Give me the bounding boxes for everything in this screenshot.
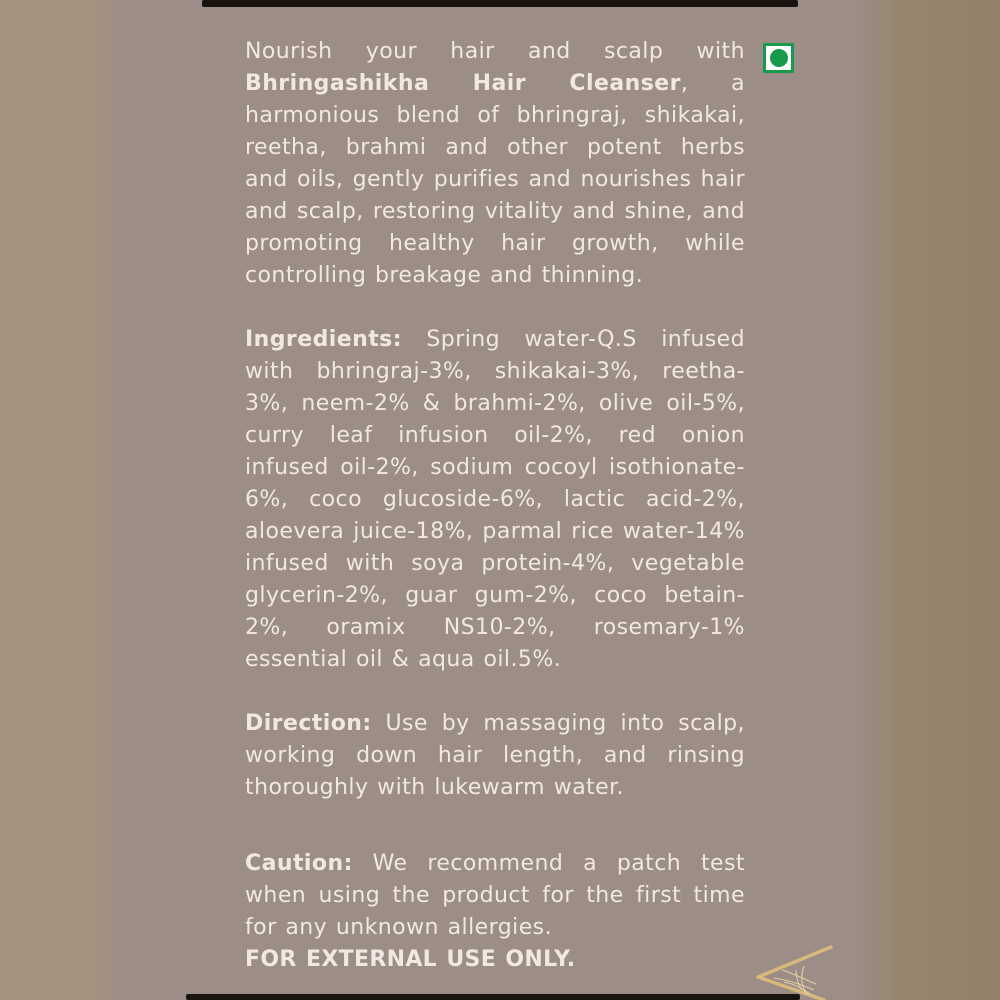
vegetarian-dot <box>770 49 788 67</box>
label-bottom-edge <box>186 994 800 1000</box>
intro-text-before: Nourish your hair and scalp with <box>245 39 745 64</box>
gold-leaf-emblem-icon <box>744 944 836 1000</box>
caution-text: We recommend a patch test when using the product for the first time for any unknown allergies. <box>245 851 745 940</box>
label-text <box>245 36 745 976</box>
ingredients-label: Ingredients: <box>245 327 402 352</box>
caution-label: Caution: <box>245 851 353 876</box>
external-use-warning: FOR EXTERNAL USE ONLY. <box>245 947 576 972</box>
product-name: Bhringashikha Hair Cleanser <box>245 71 681 96</box>
caution-paragraph <box>245 848 745 944</box>
vegetarian-mark-icon <box>763 43 794 73</box>
label-top-edge <box>202 0 798 7</box>
direction-text: Use by massaging into scalp, working down hair length, and rinsing thoroughly with lukewarm water. <box>245 711 745 800</box>
intro-text-after: , a harmonious blend of bhringraj, shikakai, reetha, brahmi and other potent herbs and oils, gently purifies and nourishes hair and scalp, restoring vitality and shine, and promoting healthy hair growth, while controlling breakage and thinning. <box>245 71 745 288</box>
ingredients-paragraph <box>245 324 745 676</box>
direction-label: Direction: <box>245 711 372 736</box>
intro-paragraph <box>245 36 745 292</box>
ingredients-text: Spring water-Q.S infused with bhringraj-3%, shikakai-3%, reetha-3%, neem-2% & brahmi-2%, olive oil-5%, curry leaf infusion oil-2%, red onion infused oil-2%, sodium cocoyl isothionate-6%, coco glucoside-6%, lactic acid-2%, aloevera juice-18%, parmal rice water-14% infused with soya protein-4%, vegetable glycerin-2%, guar gum-2%, coco betain-2%, oramix NS10-2%, rosemary-1% essential oil & aqua oil.5%. <box>245 327 745 672</box>
direction-paragraph <box>245 708 745 804</box>
